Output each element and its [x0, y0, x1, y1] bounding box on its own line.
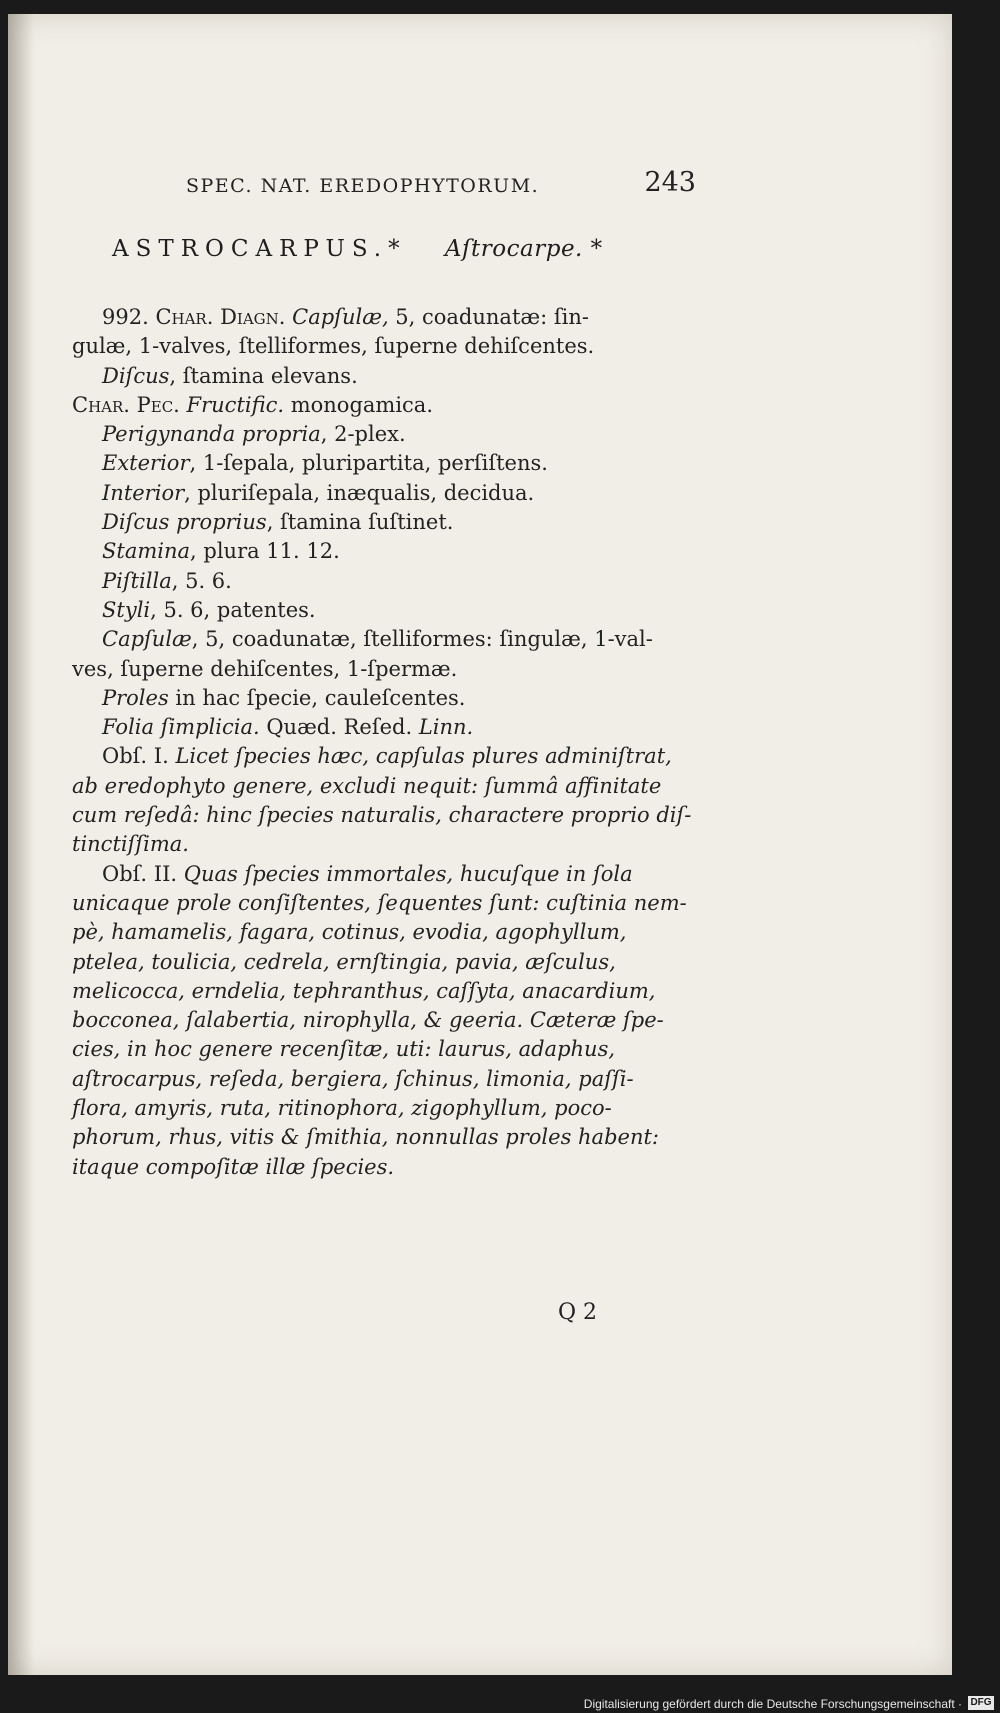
text-line: bocconea, ſalabertia, nirophylla, & geeria. Cæteræ ſpe- — [72, 1008, 664, 1033]
text-line: Styli, 5. 6, patentes. — [102, 597, 316, 622]
text-line: Proles in hac ſpecie, cauleſcentes. — [102, 685, 466, 710]
text-line: Interior, pluriſepala, inæqualis, decidua. — [102, 480, 535, 505]
text-line: ab eredophyto genere, excludi nequit: ſummâ affinitate — [72, 773, 662, 798]
text-line: Capſulæ, 5, coadunatæ, ſtelliformes: ſingulæ, 1-val- — [102, 627, 653, 652]
text-line: phorum, rhus, vitis & ſmithia, nonnullas proles habent: — [72, 1125, 659, 1150]
text-line: 992. Char. Diagn. Capſulæ, 5, coadunatæ: ſin- — [102, 305, 589, 329]
text-line: Diſcus, ſtamina elevans. — [102, 363, 358, 388]
text-line: unicaque prole conſiſtentes, ſequentes ſunt: cuſtinia nem- — [72, 890, 687, 915]
text-line: Stamina, plura 11. 12. — [102, 539, 340, 564]
text-line: cies, in hoc genere recenſitæ, uti: laurus, adaphus, — [72, 1037, 616, 1062]
book-page — [8, 14, 952, 1675]
text-line: itaque compoſitæ illæ ſpecies. — [72, 1154, 395, 1179]
genus-name: ASTROCARPUS.* — [112, 236, 407, 262]
digitization-footer — [0, 1677, 1000, 1713]
text-line: Folia ſimplicia. Quæd. Reſed. Linn. — [102, 715, 474, 740]
section-title — [112, 236, 692, 262]
text-line: pè, hamamelis, fagara, cotinus, evodia, agophyllum, — [72, 920, 627, 945]
text-line: gulæ, 1-valves, ſtelliformes, ſuperne dehiſcentes. — [72, 334, 595, 359]
dfg-logo-icon: DFG — [968, 1696, 994, 1710]
text-line: Char. Pec. Fructific. monogamica. — [72, 392, 433, 417]
text-line: cum reſedâ: hinc ſpecies naturalis, charactere proprio diſ- — [72, 803, 692, 828]
text-line: Diſcus proprius, ſtamina ſuſtinet. — [102, 510, 454, 535]
text-line: Perigynanda propria, 2-plex. — [102, 422, 406, 447]
page-number: 243 — [644, 167, 696, 198]
running-title: SPEC. NAT. EREDOPHYTORUM. — [186, 175, 540, 197]
text-line: aſtrocarpus, reſeda, bergiera, ſchinus, limonia, paſſi- — [72, 1066, 634, 1091]
french-name: Aſtrocarpe. * — [444, 236, 603, 262]
text-line: flora, amyris, ruta, ritinophora, zigophyllum, poco- — [72, 1096, 612, 1121]
text-line: ptelea, toulicia, cedrela, ernſtingia, pavia, æſculus, — [72, 949, 616, 974]
text-line: Piſtilla, 5. 6. — [102, 568, 232, 593]
signature-mark: Q 2 — [558, 1300, 598, 1325]
text-line: tinctiſſima. — [72, 832, 189, 857]
main-text — [72, 303, 702, 1182]
digitization-credit: Digitalisierung gefördert durch die Deutsche Forschungsgemeinschaft · — [583, 1697, 962, 1711]
text-line: ves, ſuperne dehiſcentes, 1-ſpermæ. — [72, 656, 458, 681]
text-line: Exterior, 1-ſepala, pluripartita, perſiſtens. — [102, 451, 548, 476]
text-line: Obſ. I. Licet ſpecies hæc, capſulas plures adminiſtrat, — [102, 744, 672, 769]
text-line: Obſ. II. Quas ſpecies immortales, hucuſque in ſola — [102, 861, 633, 886]
text-line: melicocca, erndelia, tephranthus, caſſyta, anacardium, — [72, 978, 656, 1003]
running-header — [186, 167, 696, 207]
